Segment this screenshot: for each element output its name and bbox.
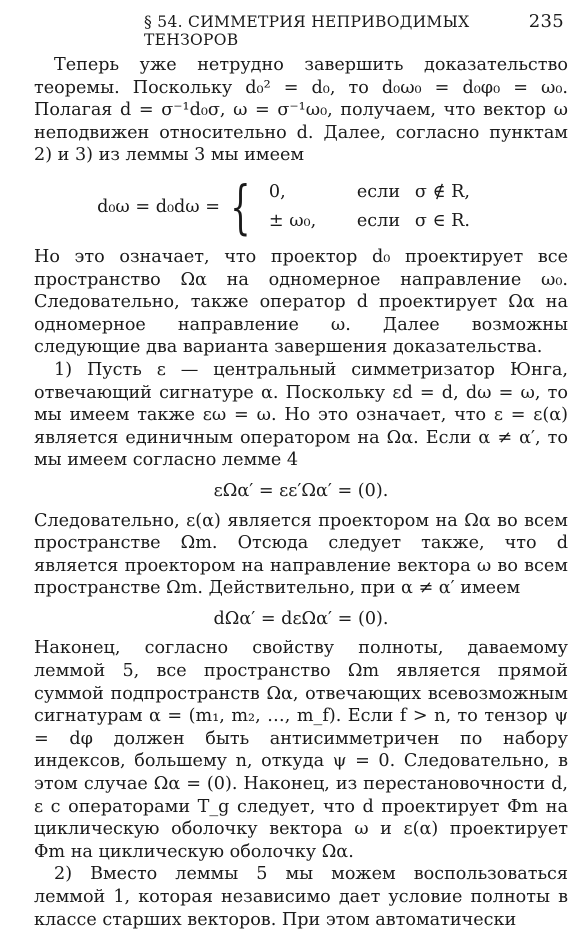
page-body xyxy=(34,54,568,931)
paragraph-4: Следовательно, ε(α) является проектором на Ωα во всем пространстве Ωm. Отсюда следует также, что d является проектором на направление вектора ω во всем пространстве Ωm. Действительно, при α ≠ α′ имеем xyxy=(34,510,568,599)
book-page xyxy=(34,0,568,944)
paragraph-5: Наконец, согласно свойству полноты, даваемому леммой 5, все пространство Ωm является прямой суммой подпространств Ωα, отвечающих всевозможным сигнатурам α = (m₁, m₂, …, m_f). Если f > n, то тензор ψ = dφ должен быть антисимметричен по набору индексов, большему n, откуда ψ = 0. Следовательно, в этом случае Ωα = (0). Наконец, из перестановочности d, ε с операторами T_g следует, что d проектирует Φm на циклическую оболочку вектора ω и ε(α) проектирует Φm на циклическую оболочку Ωα. xyxy=(34,638,568,862)
running-header xyxy=(34,11,568,49)
case-row-1 xyxy=(255,178,505,207)
case-condition: σ ∉ R, xyxy=(414,181,470,202)
case-condition: σ ∈ R. xyxy=(414,210,470,231)
section-title: § 54. СИММЕТРИЯ НЕПРИВОДИМЫХ ТЕНЗОРОВ xyxy=(144,13,470,49)
paragraph-1: Теперь уже нетрудно завершить доказательство теоремы. Поскольку d₀² = d₀, то d₀ω₀ = d₀φ₀ = ω₀. Полагая d = σ⁻¹d₀σ, ω = σ⁻¹ω₀, получаем, что вектор ω неподвижен относительно d. Далее, согласно пунктам 2) и 3) из леммы 3 мы имеем xyxy=(34,55,568,166)
equation-cases xyxy=(34,172,568,241)
case-row-2 xyxy=(255,207,505,236)
case-word: если xyxy=(356,181,401,202)
equation-lhs: d₀ω = d₀dω = xyxy=(97,196,220,217)
left-brace-icon: { xyxy=(230,172,251,241)
case-word: если xyxy=(356,210,401,231)
case-rows xyxy=(255,178,505,236)
paragraph-3: 1) Пусть ε — центральный симметризатор Юнга, отвечающий сигнатуре α. Поскольку εd = d, dω = ω, то мы имеем также εω = ω. Но это означает, что ε = ε(α) является единичным оператором на Ωα. Если α ≠ α′, то мы имеем согласно лемме 4 xyxy=(34,359,568,471)
page-number: 235 xyxy=(528,11,564,32)
paragraph-2: Но это означает, что проектор d₀ проектирует все пространство Ωα на одномерное направление ω₀. Следовательно, также оператор d проектирует Ωα на одномерное направление ω. Далее возможны следующие два варианта завершения доказательства. xyxy=(34,246,568,358)
paragraph-6: 2) Вместо леммы 5 мы можем воспользоваться леммой 1, которая независимо дает условие полноты в классе старших векторов. При этом автоматически xyxy=(34,864,568,930)
case-value: ± ω₀, xyxy=(268,210,317,231)
case-value: 0, xyxy=(268,181,286,202)
equation-3: dΩα′ = dεΩα′ = (0). xyxy=(213,608,389,629)
equation-2: εΩα′ = εε′Ωα′ = (0). xyxy=(213,480,389,501)
